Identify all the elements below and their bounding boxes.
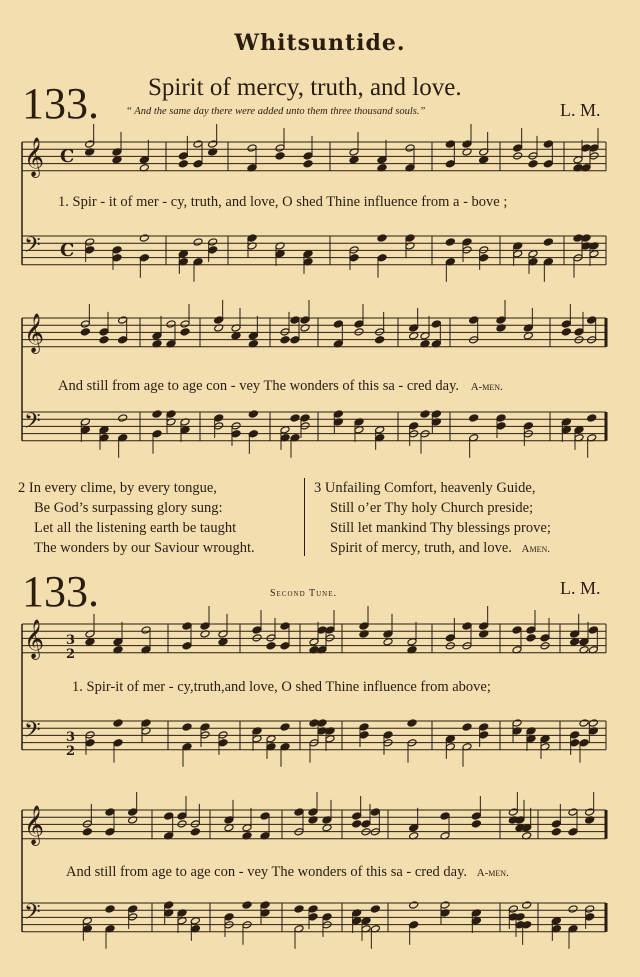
note-head (523, 422, 533, 430)
note-head (112, 246, 122, 254)
note-head (383, 638, 393, 646)
note-head (152, 410, 162, 418)
lyric-text: And still from age to age con - vey The wonders of this sa - cred day. (58, 378, 460, 394)
note-head (139, 254, 149, 262)
note-head (128, 808, 138, 816)
note-head (224, 913, 234, 921)
note-head (308, 905, 318, 913)
verse-line: Still o’er Thy holy Church preside; (330, 500, 534, 516)
note-head (193, 238, 203, 246)
bass-clef-icon: 𝄢 (24, 409, 41, 439)
note-head (407, 719, 417, 727)
note-head (266, 642, 276, 650)
note-head (579, 638, 589, 646)
note-head (354, 320, 364, 328)
note-head (322, 824, 332, 832)
note-head (325, 735, 335, 743)
note-head (574, 426, 584, 434)
verse-2 (18, 478, 308, 558)
note-head (180, 328, 190, 336)
note-head (182, 642, 192, 650)
note-head (528, 160, 538, 168)
note-head (118, 336, 128, 344)
note-head (208, 238, 218, 246)
verse-text: Spirit of mercy, truth, and love. (330, 540, 512, 556)
note-head (113, 739, 123, 747)
note-head (462, 140, 472, 148)
note-head (352, 917, 362, 925)
note-head (496, 316, 506, 324)
verse-line: The wonders by our Saviour wrought. (34, 540, 255, 556)
note-head (540, 634, 550, 642)
note-head (383, 731, 393, 739)
note-head (543, 160, 553, 168)
note-head (178, 250, 188, 258)
amen-label: A-men. (476, 867, 509, 879)
note-head (508, 905, 518, 913)
time-signature: 3 (66, 633, 76, 648)
note-head (574, 328, 584, 336)
note-head (208, 140, 218, 148)
note-head (247, 234, 257, 242)
note-head (581, 234, 591, 242)
note-head (252, 634, 262, 642)
note-head (579, 719, 589, 727)
note-head (275, 152, 285, 160)
note-head (248, 332, 258, 340)
note-head (585, 913, 595, 921)
note-head (105, 808, 115, 816)
note-head (469, 414, 479, 422)
note-head (177, 917, 187, 925)
note-head (85, 238, 95, 246)
note-head (164, 812, 174, 820)
note-head (317, 719, 327, 727)
note-head (166, 410, 176, 418)
note-head (354, 426, 364, 434)
verse-line (314, 538, 614, 559)
verse-divider (304, 478, 305, 556)
note-head (208, 246, 218, 254)
note-head (242, 824, 252, 832)
note-head (407, 638, 417, 646)
note-head (200, 622, 210, 630)
note-head (409, 824, 419, 832)
note-head (370, 808, 380, 816)
note-head (479, 156, 489, 164)
note-head (405, 144, 415, 152)
note-head (280, 642, 290, 650)
note-head (200, 731, 210, 739)
note-head (479, 254, 489, 262)
note-head (526, 634, 536, 642)
note-head (375, 426, 385, 434)
note-head (309, 638, 319, 646)
note-head (308, 913, 318, 921)
note-head (528, 250, 538, 258)
meter-label: L. M. (560, 578, 601, 598)
note-head (496, 422, 506, 430)
note-head (180, 320, 190, 328)
note-head (112, 156, 122, 164)
note-head (349, 156, 359, 164)
note-head (325, 634, 335, 642)
note-head (409, 422, 419, 430)
note-head (231, 332, 241, 340)
note-head (178, 152, 188, 160)
note-head (409, 901, 419, 909)
note-head (322, 913, 332, 921)
note-head (479, 246, 489, 254)
note-head (551, 820, 561, 828)
note-head (214, 422, 224, 430)
hymn-number: 133. (22, 567, 99, 616)
note-head (361, 820, 371, 828)
note-head (543, 238, 553, 246)
note-head (471, 812, 481, 820)
note-head (85, 638, 95, 646)
note-head (440, 901, 450, 909)
verse-line: Be God’s surpassing glory sung: (34, 500, 223, 516)
note-head (118, 414, 128, 422)
note-head (178, 160, 188, 168)
note-head (280, 622, 290, 630)
note-head (570, 739, 580, 747)
bass-clef-icon: 𝄢 (24, 718, 41, 748)
lyric-line (66, 864, 509, 881)
note-head (128, 905, 138, 913)
lyric-line: 1. Spir-it of mer - cy,truth,and love, O shed Thine influence from above; (72, 679, 491, 695)
note-head (113, 638, 123, 646)
note-head (523, 332, 533, 340)
note-head (479, 731, 489, 739)
note-head (218, 638, 228, 646)
note-head (513, 152, 523, 160)
note-head (118, 316, 128, 324)
note-head (349, 246, 359, 254)
note-head (85, 739, 95, 747)
note-head (526, 626, 536, 634)
note-head (80, 328, 90, 336)
note-head (99, 328, 109, 336)
note-head (218, 739, 228, 747)
note-head (431, 320, 441, 328)
note-head (266, 735, 276, 743)
note-head (568, 808, 578, 816)
note-head (82, 917, 92, 925)
note-head (300, 414, 310, 422)
note-head (359, 731, 369, 739)
note-head (570, 731, 580, 739)
verse-line: 2 In every clime, by every tongue, (18, 480, 217, 496)
note-head (462, 238, 472, 246)
note-head (587, 316, 597, 324)
note-head (551, 917, 561, 925)
note-head (280, 426, 290, 434)
note-head (471, 917, 481, 925)
note-head (252, 626, 262, 634)
note-head (551, 828, 561, 836)
note-head (182, 723, 192, 731)
note-head (445, 735, 455, 743)
note-head (247, 144, 257, 152)
note-head (193, 140, 203, 148)
time-signature: 2 (66, 647, 76, 662)
note-head (361, 917, 371, 925)
note-head (177, 812, 187, 820)
note-head (349, 254, 359, 262)
note-head (303, 250, 313, 258)
time-signature: C (60, 240, 75, 261)
note-head (182, 622, 192, 630)
note-head (128, 913, 138, 921)
bass-clef-icon: 𝄢 (24, 900, 41, 930)
note-head (290, 336, 300, 344)
note-head (522, 901, 532, 909)
note-head (471, 820, 481, 828)
note-head (589, 152, 599, 160)
note-head (112, 254, 122, 262)
note-head (99, 426, 109, 434)
note-head (85, 246, 95, 254)
note-head (479, 622, 489, 630)
time-signature: 2 (66, 744, 76, 759)
note-head (589, 250, 599, 258)
note-head (294, 808, 304, 816)
note-head (242, 901, 252, 909)
note-head (479, 723, 489, 731)
note-head (82, 828, 92, 836)
note-head (588, 719, 598, 727)
note-head (260, 812, 270, 820)
note-head (568, 905, 578, 913)
note-head (303, 152, 313, 160)
note-head (496, 414, 506, 422)
note-head (354, 328, 364, 336)
note-head (543, 140, 553, 148)
note-head (177, 820, 187, 828)
note-head (431, 410, 441, 418)
note-head (409, 921, 419, 929)
note-head (139, 234, 149, 242)
note-head (303, 160, 313, 168)
note-head (300, 316, 310, 324)
treble-clef-icon: 𝄞 (24, 137, 45, 177)
meter-label: L. M. (560, 100, 601, 120)
note-head (190, 917, 200, 925)
note-head (508, 808, 518, 816)
lyric-text: And still from age to age con - vey The wonders of this sa - cred day. (66, 864, 468, 880)
note-head (570, 638, 580, 646)
note-head (588, 626, 598, 634)
note-head (231, 422, 241, 430)
note-head (99, 336, 109, 344)
note-head (359, 622, 369, 630)
note-head (352, 820, 362, 828)
note-head (462, 246, 472, 254)
note-head (139, 156, 149, 164)
verse-line: Let all the listening earth be taught (34, 520, 237, 536)
note-head (469, 316, 479, 324)
amen-label: Amen. (521, 543, 550, 555)
lyric-line: 1. Spir - it of mer - cy, truth, and love, O shed Thine influence from a - bove ; (58, 194, 508, 210)
note-head (513, 250, 523, 258)
note-head (445, 160, 455, 168)
note-head (275, 250, 285, 258)
hymn-epigraph: “ And the same day there were added unto them three thousand souls.” (126, 106, 426, 117)
note-head (308, 808, 318, 816)
note-head (231, 430, 241, 438)
page-header: Whitsuntide. (234, 30, 406, 56)
note-head (85, 731, 95, 739)
note-head (405, 234, 415, 242)
note-head (587, 414, 597, 422)
bass-clef-icon: 𝄢 (24, 233, 41, 263)
note-head (224, 824, 234, 832)
note-head (528, 152, 538, 160)
note-head (294, 905, 304, 913)
verse-line: Still let mankind Thy blessings prove; (330, 520, 551, 536)
treble-clef-icon: 𝄞 (24, 313, 45, 353)
note-head (275, 144, 285, 152)
note-head (266, 634, 276, 642)
note-head (80, 426, 90, 434)
note-head (260, 901, 270, 909)
note-head (579, 739, 589, 747)
note-head (190, 828, 200, 836)
verse-line: 3 Unfailing Comfort, heavenly Guide, (314, 480, 536, 496)
note-head (105, 828, 115, 836)
note-head (164, 901, 174, 909)
note-head (512, 626, 522, 634)
note-head (513, 144, 523, 152)
note-head (512, 719, 522, 727)
note-head (325, 626, 335, 634)
note-head (573, 156, 583, 164)
note-head (409, 332, 419, 340)
note-head (375, 336, 385, 344)
note-head (462, 723, 472, 731)
note-head (370, 905, 380, 913)
note-head (290, 316, 300, 324)
note-head (377, 156, 387, 164)
note-head (420, 332, 430, 340)
note-head (190, 820, 200, 828)
note-head (200, 723, 210, 731)
note-head (333, 410, 343, 418)
note-head (300, 422, 310, 430)
note-head (214, 414, 224, 422)
note-head (252, 735, 262, 743)
note-head (141, 626, 151, 634)
note-head (85, 140, 95, 148)
note-head (166, 320, 176, 328)
note-head (359, 723, 369, 731)
note-head (440, 812, 450, 820)
note-head (526, 735, 536, 743)
note-head (377, 234, 387, 242)
note-head (377, 254, 387, 262)
note-head (561, 426, 571, 434)
note-head (152, 430, 162, 438)
note-head (80, 320, 90, 328)
note-head (290, 414, 300, 422)
note-head (82, 820, 92, 828)
note-head (248, 430, 258, 438)
note-head (561, 320, 571, 328)
note-head (445, 634, 455, 642)
note-head (280, 328, 290, 336)
note-head (113, 719, 123, 727)
time-signature: 3 (66, 730, 76, 745)
note-head (248, 410, 258, 418)
note-head (445, 140, 455, 148)
note-head (375, 328, 385, 336)
time-signature: C (60, 146, 75, 167)
lyric-line (58, 378, 503, 395)
note-head (420, 410, 430, 418)
note-head (214, 316, 224, 324)
note-head (352, 812, 362, 820)
note-head (180, 426, 190, 434)
tune-label: Second Tune. (270, 588, 337, 599)
note-head (540, 735, 550, 743)
hymn-title: Spirit of mercy, truth, and love. (148, 74, 462, 101)
note-head (218, 731, 228, 739)
note-head (585, 905, 595, 913)
note-head (561, 328, 571, 336)
note-head (585, 808, 595, 816)
note-head (152, 332, 162, 340)
note-head (105, 905, 115, 913)
treble-clef-icon: 𝄞 (24, 619, 45, 659)
amen-label: A-men. (470, 381, 503, 393)
note-head (141, 719, 151, 727)
note-head (568, 828, 578, 836)
note-head (445, 238, 455, 246)
note-head (589, 144, 599, 152)
treble-clef-icon: 𝄞 (24, 805, 45, 845)
note-head (280, 336, 290, 344)
note-head (193, 160, 203, 168)
hymn-number: 133. (22, 79, 99, 128)
note-head (462, 622, 472, 630)
note-head (333, 320, 343, 328)
note-head (280, 723, 290, 731)
verse-3 (314, 478, 614, 559)
